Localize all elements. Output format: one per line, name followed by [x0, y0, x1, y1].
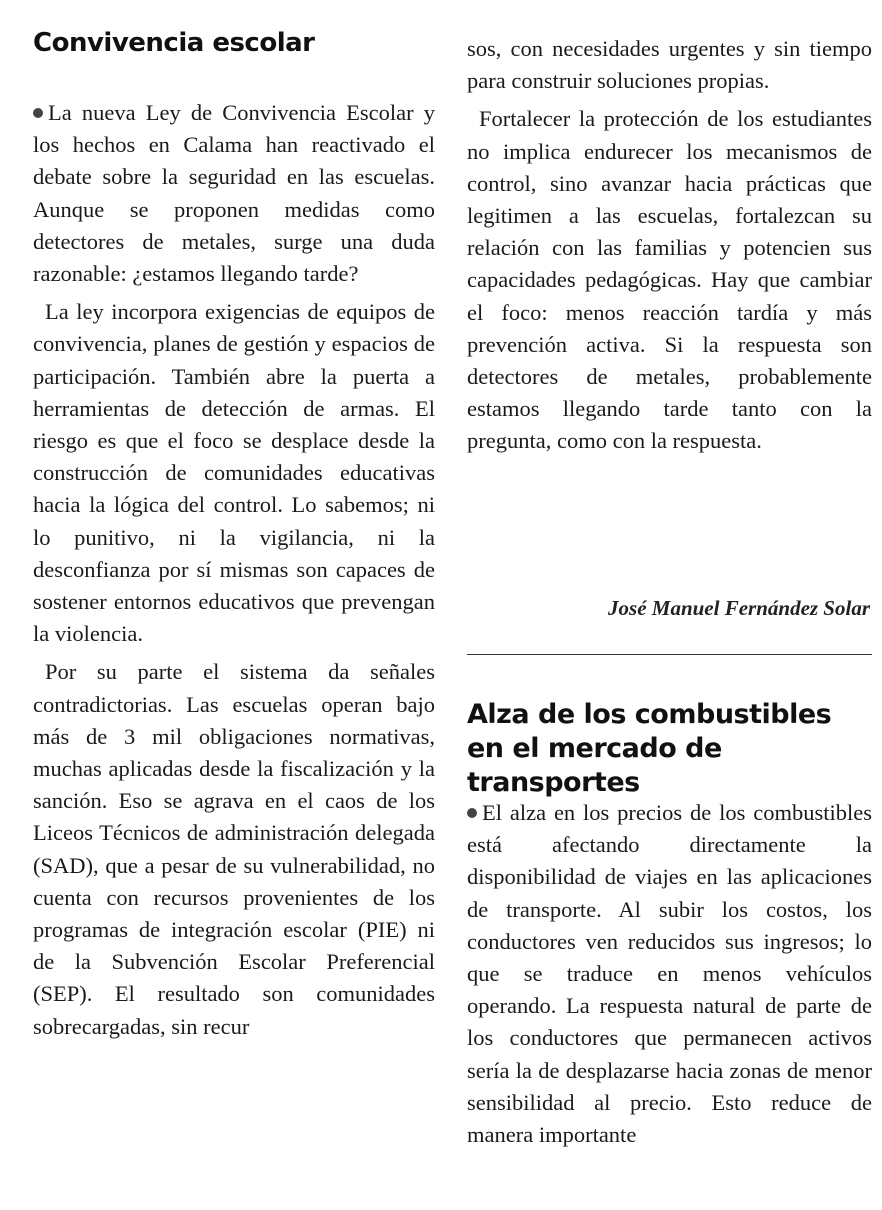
bullet-icon: [467, 808, 477, 818]
left-column: [33, 0, 435, 1210]
article2-body: [467, 797, 872, 1151]
article2-title: Alza de los combustibles en el mercado de transportes: [467, 699, 832, 798]
article-divider: [467, 654, 872, 655]
article1-paragraph-1: La nueva Ley de Convivencia Escolar y los hechos en Calama han reactivado el debate sobre la seguridad en las escuelas. Aunque se proponen medidas como detectores de metales, surge una duda razonable: ¿estamos llegando tarde?: [33, 100, 435, 287]
article1-paragraph-3: Por su parte el sistema da señales contradictorias. Las escuelas operan bajo más de 3 mil obligaciones normativas, muchas aplicadas desde la fiscalización y la sanción. Eso se agrava en el caos de los Liceos Técnicos de administración delegada (SAD), que a pesar de su vulnerabilidad, no cuenta con recursos provenientes de los programas de integración escolar (PIE) ni de la Subvención Escolar Preferencial (SEP). El resultado son comunidades sobrecargadas, sin recur: [33, 659, 435, 1039]
article1-body-continued: [467, 33, 872, 458]
article2-paragraph-1: El alza en los precios de los combustibles está afectando directamente la disponibilidad de viajes en las aplicaciones de transporte. Al subir los costos, los conductores ven reducidos sus ingresos; lo que se traduce en menos vehículos operando. La respuesta natural de parte de los conductores que permanecen activos sería la de desplazarse hacia zonas de menor sensibilidad al precio. Esto reduce de manera importante: [467, 800, 872, 1148]
bullet-icon: [33, 108, 43, 118]
article1-body: [33, 97, 435, 1043]
article1-paragraph-2: La ley incorpora exigencias de equipos de convivencia, planes de gestión y espacios de participación. También abre la puerta a herramientas de detección de armas. El riesgo es que el foco se desplace desde la construcción de comunidades educativas hacia la lógica del control. Lo sabemos; ni lo punitivo, ni la vigilancia, ni la desconfianza por sí mismas son capaces de sostener entornos educativos que prevengan la violencia.: [33, 299, 435, 647]
right-column: [467, 0, 872, 1210]
article1-author: José Manuel Fernández Solar: [608, 596, 870, 620]
article1-paragraph-4: Fortalecer la protección de los estudiantes no implica endurecer los mecanismos de control, sino avanzar hacia prácticas que legitimen a las escuelas, fortalezcan su relación con las familias y potencien sus capacidades pedagógicas. Hay que cambiar el foco: menos reacción tardía y más prevención activa. Si la respuesta son detectores de metales, probablemente estamos llegando tarde tanto con la pregunta, como con la respuesta.: [467, 106, 872, 454]
article1-title: Convivencia escolar: [33, 28, 315, 58]
article1-paragraph-3-continued: sos, con necesidades urgentes y sin tiempo para construir soluciones propias.: [467, 36, 872, 94]
